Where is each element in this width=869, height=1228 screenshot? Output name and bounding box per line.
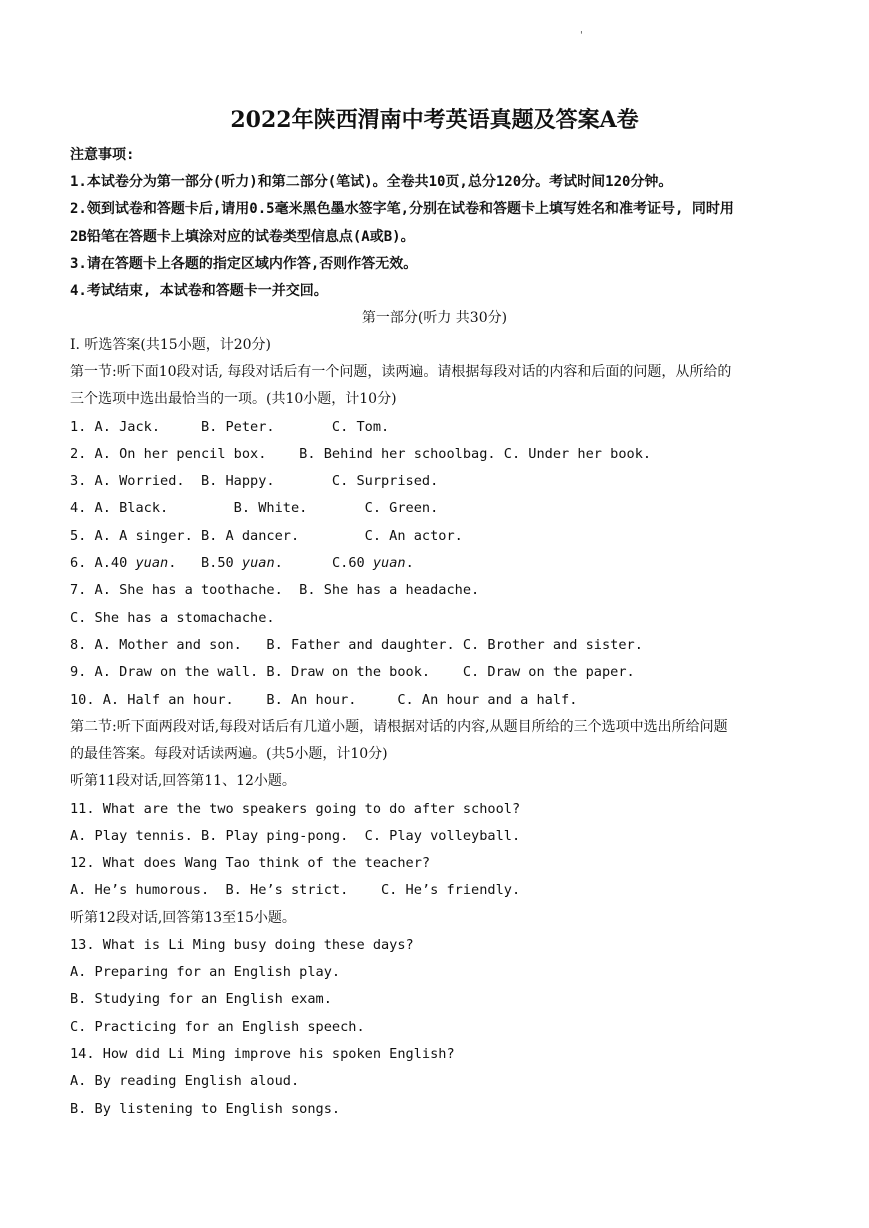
sub1-instruction-cont: 三个选项中选出最恰当的一项。(共10小题，计10分): [70, 391, 397, 407]
section-heading: I. 听选答案(共15小题，计20分): [70, 337, 271, 353]
question-12-options: A. He’s humorous. B. He’s strict. C. He’s friendly.: [70, 882, 521, 898]
question-9: 9. A. Draw on the wall. B. Draw on the book. C. Draw on the paper.: [70, 664, 635, 680]
notice-1: 1.本试卷分为第一部分(听力)和第二部分(笔试)。全卷共10页,总分120分。考试时间120分钟。: [70, 174, 673, 190]
notice-4: 4.考试结束, 本试卷和答题卡一并交回。: [70, 283, 328, 299]
question-10: 10. A. Half an hour. B. An hour. C. An hour and a half.: [70, 692, 578, 708]
question-14: 14. How did Li Ming improve his spoken English?: [70, 1046, 455, 1062]
question-1: 1. A. Jack. B. Peter. C. Tom.: [70, 419, 390, 435]
sub2-instruction: 第二节:听下面两段对话,每段对话后有几道小题，请根据对话的内容,从题目所给的三个选项中选出所给问题: [70, 719, 728, 735]
question-2: 2. A. On her pencil box. B. Behind her schoolbag. C. Under her book.: [70, 446, 652, 462]
question-13-option-a: A. Preparing for an English play.: [70, 964, 341, 980]
listen-12-heading: 听第12段对话,回答第13至15小题。: [70, 910, 296, 926]
question-14-option-a: A. By reading English aloud.: [70, 1073, 300, 1089]
question-5: 5. A. A singer. B. A dancer. C. An actor.: [70, 528, 463, 544]
question-13-option-c: C. Practicing for an English speech.: [70, 1019, 365, 1035]
notice-2-cont: 2B铅笔在答题卡上填涂对应的试卷类型信息点(A或B)。: [70, 229, 415, 245]
question-14-option-b: B. By listening to English songs.: [70, 1101, 341, 1117]
question-13: 13. What is Li Ming busy doing these days?: [70, 937, 414, 953]
listen-11-heading: 听第11段对话,回答第11、12小题。: [70, 773, 296, 789]
question-3: 3. A. Worried. B. Happy. C. Surprised.: [70, 473, 439, 489]
question-6: 6. A.40 yuan. B.50 yuan. C.60 yuan.: [70, 555, 414, 571]
part-heading: 第一部分(听力 共30分): [361, 310, 508, 326]
question-12: 12. What does Wang Tao think of the teacher?: [70, 855, 431, 871]
question-8: 8. A. Mother and son. B. Father and daughter. C. Brother and sister.: [70, 637, 643, 653]
notice-3: 3.请在答题卡上各题的指定区域内作答,否则作答无效。: [70, 256, 418, 272]
header-mark: ': [580, 30, 583, 41]
sub1-instruction: 第一节:听下面10段对话, 每段对话后有一个问题，读两遍。请根据每段对话的内容和后面的问题，从所给的: [70, 364, 732, 380]
notice-2: 2.领到试卷和答题卡后,请用0.5毫米黑色墨水签字笔,分别在试卷和答题卡上填写姓名和准考证号, 同时用: [70, 201, 734, 217]
question-4: 4. A. Black. B. White. C. Green.: [70, 500, 439, 516]
question-7-option-c: C. She has a stomachache.: [70, 610, 275, 626]
question-7: 7. A. She has a toothache. B. She has a headache.: [70, 582, 480, 598]
page-title: 2022年陕西渭南中考英语真题及答案A卷: [230, 107, 639, 133]
notice-heading: 注意事项:: [70, 147, 135, 163]
question-11: 11. What are the two speakers going to do after school?: [70, 801, 521, 817]
question-13-option-b: B. Studying for an English exam.: [70, 991, 332, 1007]
question-11-options: A. Play tennis. B. Play ping-pong. C. Play volleyball.: [70, 828, 521, 844]
sub2-instruction-cont: 的最佳答案。每段对话读两遍。(共5小题，计10分): [70, 746, 388, 762]
